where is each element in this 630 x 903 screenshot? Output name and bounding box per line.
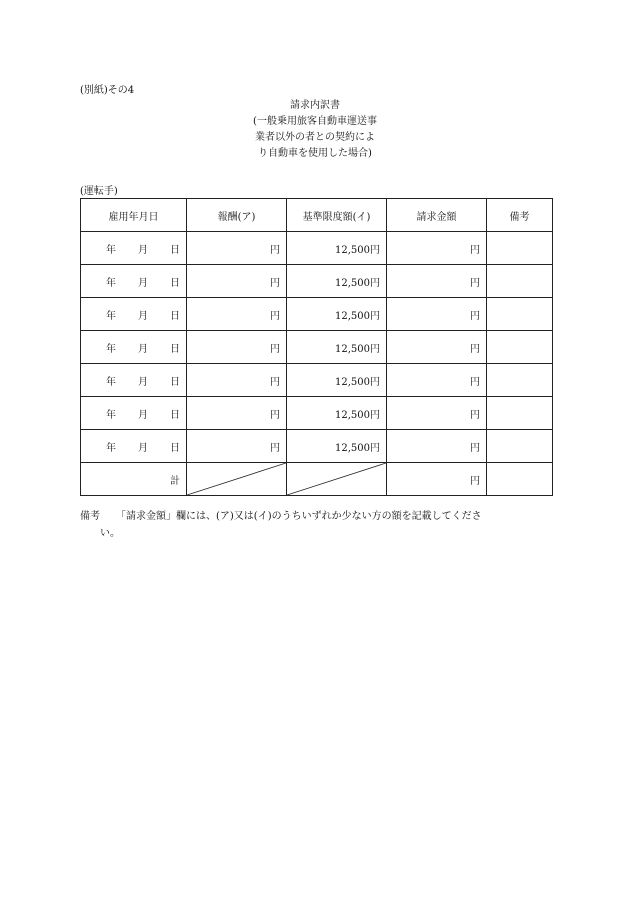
table-row — [81, 331, 553, 364]
total-label: 計 — [81, 463, 187, 496]
employment-date-cell[interactable] — [81, 397, 187, 430]
table-row — [81, 397, 553, 430]
employment-date-cell[interactable] — [81, 232, 187, 265]
remarks — [80, 508, 560, 542]
year-unit: 年 — [106, 442, 116, 454]
claim-cell[interactable]: 円 — [387, 364, 487, 397]
claims-table — [80, 198, 553, 496]
day-unit: 日 — [170, 310, 180, 322]
year-unit: 年 — [106, 244, 116, 256]
limit-cell: 12,500円 — [287, 265, 387, 298]
note-cell[interactable] — [487, 331, 553, 364]
total-row — [81, 463, 553, 496]
day-unit: 日 — [170, 376, 180, 388]
table-row — [81, 430, 553, 463]
header-limit: 基準限度額(イ) — [287, 199, 387, 232]
total-claim: 円 — [387, 463, 487, 496]
remarks-text-line1: 「請求金額」欄には、(ア)又は(イ)のうちいずれか少ない方の額を記載してくださ — [116, 511, 482, 522]
table-row — [81, 232, 553, 265]
year-unit: 年 — [106, 310, 116, 322]
title-line-2: (一般乗用旅客自動車運送事 — [253, 116, 377, 127]
total-limit-blank — [287, 463, 387, 496]
total-note[interactable] — [487, 463, 553, 496]
table-header-row — [81, 199, 553, 232]
limit-cell: 12,500円 — [287, 430, 387, 463]
table-row — [81, 298, 553, 331]
header-note: 備考 — [487, 199, 553, 232]
remarks-text-line2: い。 — [100, 528, 120, 539]
header-claim-amount: 請求金額 — [387, 199, 487, 232]
claim-cell[interactable]: 円 — [387, 397, 487, 430]
day-unit: 日 — [170, 442, 180, 454]
note-cell[interactable] — [487, 232, 553, 265]
reward-cell[interactable]: 円 — [187, 331, 287, 364]
reward-cell[interactable]: 円 — [187, 298, 287, 331]
employment-date-cell[interactable] — [81, 298, 187, 331]
diagonal-line — [287, 463, 386, 495]
employment-date-cell[interactable] — [81, 430, 187, 463]
remarks-label: 備考 — [80, 511, 100, 522]
total-reward-blank — [187, 463, 287, 496]
claim-cell[interactable]: 円 — [387, 430, 487, 463]
limit-cell: 12,500円 — [287, 364, 387, 397]
day-unit: 日 — [170, 343, 180, 355]
claim-cell[interactable]: 円 — [387, 232, 487, 265]
annex-label: (別紙)その4 — [80, 85, 135, 96]
table-row — [81, 265, 553, 298]
header-reward: 報酬(ア) — [187, 199, 287, 232]
note-cell[interactable] — [487, 298, 553, 331]
document-title — [230, 98, 400, 162]
table-row — [81, 364, 553, 397]
note-cell[interactable] — [487, 265, 553, 298]
day-unit: 日 — [170, 277, 180, 289]
limit-cell: 12,500円 — [287, 397, 387, 430]
reward-cell[interactable]: 円 — [187, 364, 287, 397]
reward-cell[interactable]: 円 — [187, 430, 287, 463]
month-unit: 月 — [138, 409, 148, 421]
employment-date-cell[interactable] — [81, 265, 187, 298]
claim-cell[interactable]: 円 — [387, 298, 487, 331]
note-cell[interactable] — [487, 430, 553, 463]
limit-cell: 12,500円 — [287, 232, 387, 265]
day-unit: 日 — [170, 244, 180, 256]
month-unit: 月 — [138, 376, 148, 388]
month-unit: 月 — [138, 244, 148, 256]
month-unit: 月 — [138, 310, 148, 322]
limit-cell: 12,500円 — [287, 298, 387, 331]
year-unit: 年 — [106, 409, 116, 421]
claim-cell[interactable]: 円 — [387, 331, 487, 364]
year-unit: 年 — [106, 343, 116, 355]
title-line-1: 請求内訳書 — [290, 100, 340, 111]
employment-date-cell[interactable] — [81, 331, 187, 364]
reward-cell[interactable]: 円 — [187, 397, 287, 430]
note-cell[interactable] — [487, 397, 553, 430]
day-unit: 日 — [170, 409, 180, 421]
reward-cell[interactable]: 円 — [187, 265, 287, 298]
year-unit: 年 — [106, 277, 116, 289]
header-employment-date: 雇用年月日 — [81, 199, 187, 232]
employment-date-cell[interactable] — [81, 364, 187, 397]
year-unit: 年 — [106, 376, 116, 388]
note-cell[interactable] — [487, 364, 553, 397]
section-label: (運転手) — [80, 186, 118, 197]
reward-cell[interactable]: 円 — [187, 232, 287, 265]
limit-cell: 12,500円 — [287, 331, 387, 364]
month-unit: 月 — [138, 277, 148, 289]
claim-cell[interactable]: 円 — [387, 265, 487, 298]
month-unit: 月 — [138, 442, 148, 454]
diagonal-line — [187, 463, 286, 495]
title-line-4: り自動車を使用した場合) — [258, 148, 372, 159]
title-line-3: 業者以外の者との契約によ — [255, 132, 375, 143]
month-unit: 月 — [138, 343, 148, 355]
